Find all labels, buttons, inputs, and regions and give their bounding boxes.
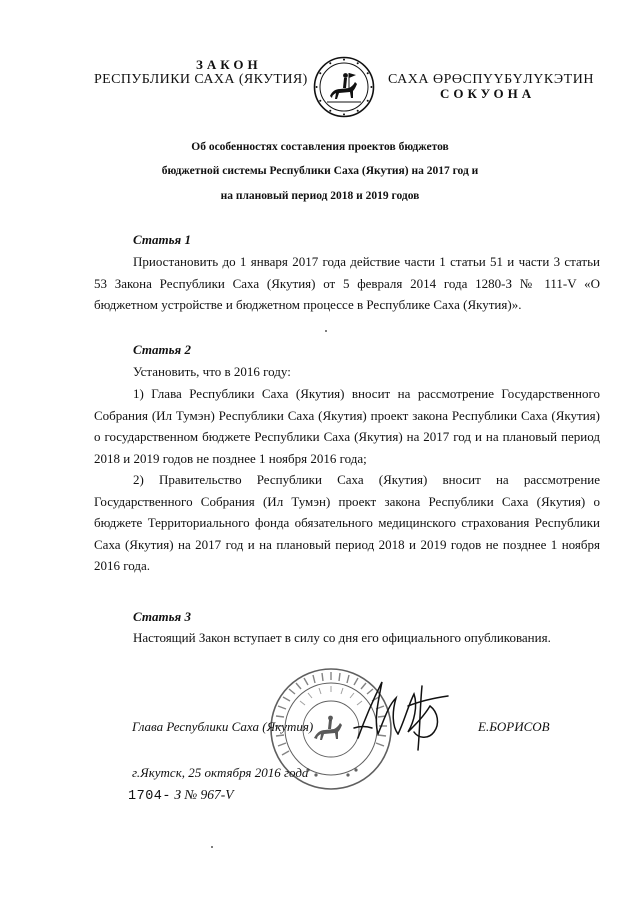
republic-name-sakha: САХА ӨРӨСПҮҮБҮЛҮКЭТИН	[388, 72, 594, 87]
article-2-item-2: 2) Правительство Республики Саха (Якутия) вносит на рассмотрение Государственного Собрания (Ил Тумэн) проект закона Республики Саха (Якутия) о бюджете Территориального фонда обязательного медицинского страхования Республики Саха (Якутия) на 2017 год и на плановый период 2018 и 2019 годов не позднее 1 ноября 2016 года.	[94, 472, 600, 574]
article-2-intro: Установить, что в 2016 году:	[133, 364, 291, 379]
article-1-heading: Статья 1	[133, 232, 191, 247]
handwritten-signature-icon	[348, 676, 452, 756]
law-title-sakha: СОКУОНА	[440, 86, 536, 101]
coat-of-arms-icon	[313, 56, 375, 118]
registration-number	[128, 787, 234, 804]
law-title-line-2: бюджетной системы Республики Саха (Якутия) на 2017 год и	[161, 165, 479, 177]
scan-speck	[325, 330, 327, 332]
republic-name-ru: РЕСПУБЛИКИ САХА (ЯКУТИЯ)	[94, 72, 308, 87]
signatory-position: Глава Республики Саха (Якутия)	[132, 719, 314, 734]
article-3-heading: Статья 3	[133, 609, 191, 624]
place-and-date: г.Якутск, 25 октября 2016 года	[132, 765, 309, 780]
registration-prefix: 1704-	[128, 789, 172, 804]
law-title-line-3: на плановый период 2018 и 2019 годов	[220, 190, 420, 202]
article-1-text: Приостановить до 1 января 2017 года действие части 1 статьи 51 и части 3 статьи 53 Закона Республики Саха (Якутия) от 5 февраля 2014 года 1280-З № 111-V «О бюджетном устройстве и бюджетном процессе в Республике Саха (Якутия)».	[94, 254, 600, 313]
article-3-text: Настоящий Закон вступает в силу со дня его официального опубликования.	[133, 630, 551, 645]
scan-speck	[211, 846, 213, 848]
law-title-ru: ЗАКОН	[196, 57, 262, 72]
article-2-item-1: 1) Глава Республики Саха (Якутия) вносит на рассмотрение Государственного Собрания (Ил Тумэн) Республики Саха (Якутия) проект закона Республики Саха (Якутия) о государственном бюджете Республики Саха (Якутия) на 2017 год и на плановый период 2018 и 2019 годов не позднее 1 ноября 2016 года;	[94, 386, 600, 466]
signatory-name: Е.БОРИСОВ	[478, 719, 550, 734]
law-number: З № 967-V	[174, 787, 234, 802]
article-2-heading: Статья 2	[133, 342, 191, 357]
law-title-line-1: Об особенностях составления проектов бюджетов	[191, 141, 449, 153]
